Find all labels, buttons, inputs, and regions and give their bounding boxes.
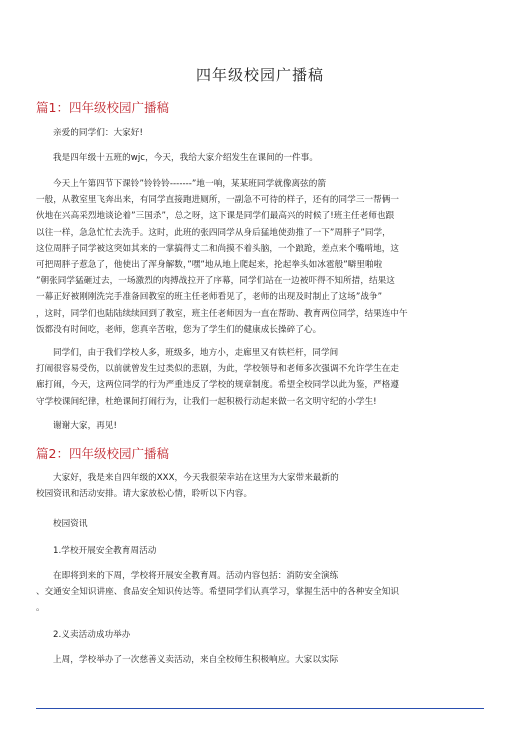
item1-line: 。 (36, 603, 45, 614)
story-line: ，这时，同学们也陆陆续续回到了教室，班主任老师因为一直在帮助、教育两位同学，结果连中午 (36, 308, 408, 319)
item1-line: 、交通安全知识讲座、食品安全知识传达等。希望同学们认真学习，掌握生活中的各种安全知识 (36, 587, 400, 598)
section1-closing: 谢谢大家，再见! (53, 421, 118, 431)
item2-line: 上周，学校举办了一次慈善义卖活动，来自全校师生积极响应。大家以实际 (53, 655, 339, 665)
section2-heading: 篇2：四年级校园广播稿 (36, 446, 169, 461)
item1-line: 在即将到来的下周，学校将开展安全教育周。活动内容包括：消防安全演练 (53, 571, 339, 581)
section1-story (36, 176, 484, 338)
story-line: 以往一样，急急忙忙去洗手。这时，此班的张四同学从身后猛地使劲推了一下”周胖子”同学， (36, 227, 391, 238)
section1-heading: 篇1：四年级校园广播稿 (36, 100, 169, 115)
intro-line: 大家好，我是来自四年级的XXX，今天我很荣幸站在这里为大家带来最新的 (53, 473, 339, 483)
story-line: ”朝张同学猛砸过去，一场激烈的肉搏战拉开了序幕，同学们站在一边被吓得不知所措，结果这 (36, 276, 395, 287)
story-line: 这位周胖子同学被这突如其来的一掌搞得丈二和尚摸不着头脑，一个踉跄，差点来个嘴啃地，这 (36, 243, 400, 254)
appeal-line: 廊打闹，今天，这两位同学的行为严重违反了学校的规章制度。希望全校同学以此为鉴，严格遵 (36, 380, 400, 391)
footer-divider (36, 708, 484, 709)
item2-title: 2.义卖活动成功举办 (53, 630, 131, 640)
story-line: 饭都没有时间吃，老师，您真辛苦啦，您为了学生们的健康成长操碎了心。 (36, 324, 322, 335)
story-line: 伙地在兴高采烈地谈论着”三国杀”，总之呀，这下课是同学们最高兴的时候了!班主任老师也跟 (36, 211, 395, 222)
story-line: 一幕正好被刚刚洗完手准备回教室的班主任老师看见了，老师的出现及时制止了这场”战争” (36, 292, 383, 303)
document-title: 四年级校园广播稿 (195, 66, 324, 84)
appeal-line: 守学校课间纪律，杜绝课间打闹行为，让我们一起积极行动起来做一名文明守纪的小学生! (36, 396, 377, 407)
section2-subheading: 校园资讯 (53, 519, 88, 529)
section1-intro: 我是四年级十五班的wjc，今天，我给大家介绍发生在课间的一件事。 (53, 153, 318, 163)
section2-intro (36, 470, 484, 502)
section1-greeting: 亲爱的同学们：大家好! (53, 128, 143, 138)
item2-body (36, 652, 484, 668)
appeal-line: 同学们，由于我们学校人多，班级多，地方小，走廊里又有铁栏杆，同学间 (53, 348, 339, 358)
intro-line: 校园资讯和活动安排。请大家放松心情，聆听以下内容。 (36, 489, 253, 500)
story-line: 一般，从教室里飞奔出来，有同学直接跑进厕所，一副急不可待的样子，还有的同学三一帮俩一 (36, 195, 400, 206)
item1-title: 1.学校开展安全教育周活动 (53, 546, 157, 556)
story-line: 可把周胖子惹急了，他使出了浑身解数，”嘿”地从地上爬起来，抡起拳头如冰雹般”噼里啪啦 (36, 260, 383, 271)
appeal-line: 打闹很容易受伤，以前就曾发生过类似的悲剧，为此，学校领导和老师多次强调不允许学生在走 (36, 364, 400, 375)
story-line: 今天上午第四节下课铃”铃铃铃-------”地一响，某某班同学就像离弦的箭 (53, 179, 327, 189)
item1-body (36, 568, 484, 617)
section1-appeal (36, 345, 484, 410)
